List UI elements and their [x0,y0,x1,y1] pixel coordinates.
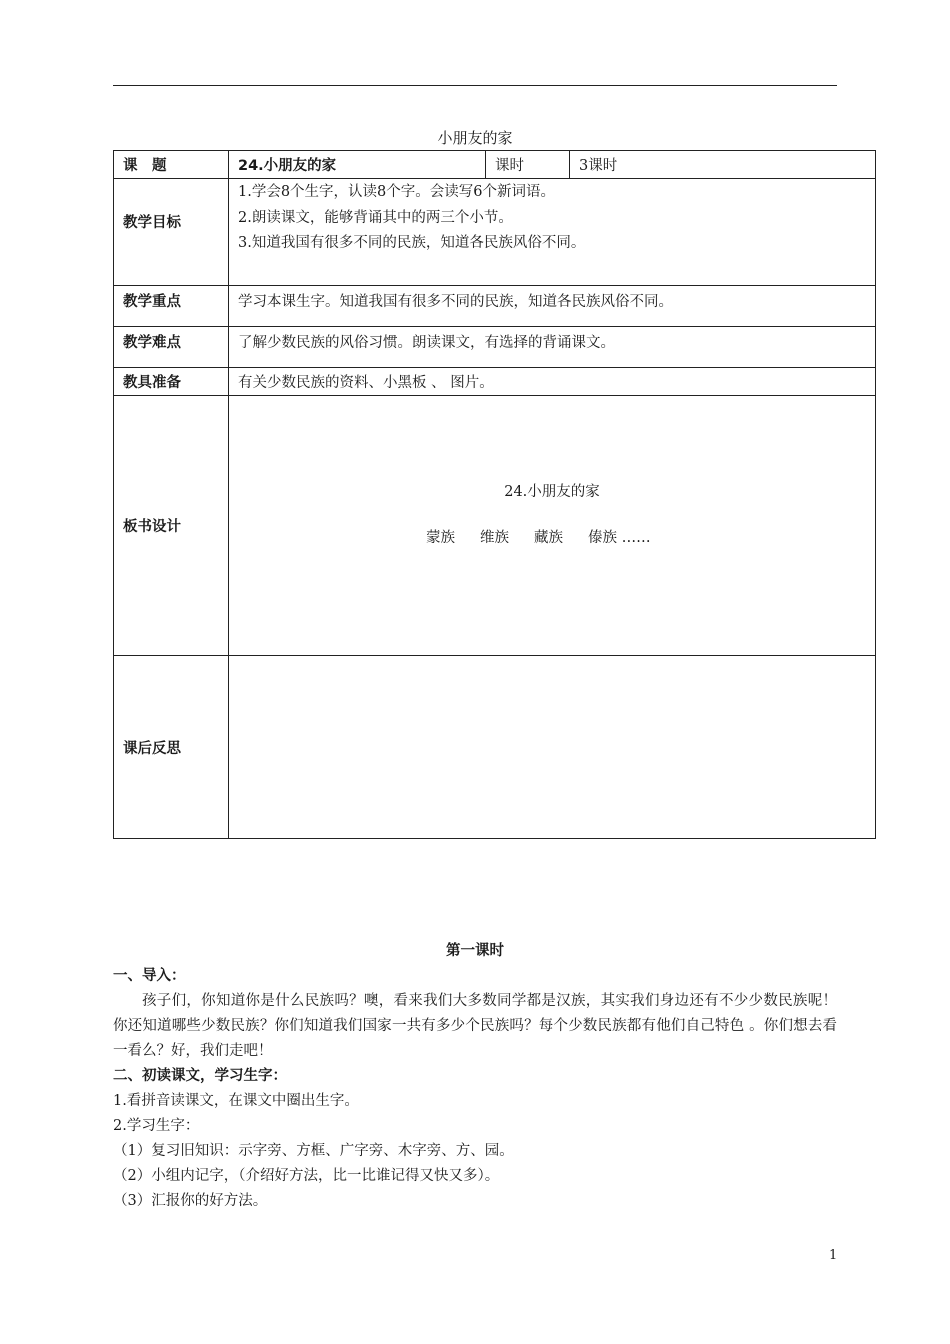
focus-row [114,286,876,327]
goals-label: 教学目标 [114,179,229,286]
reading-item: （3）汇报你的好方法。 [113,1193,268,1209]
period-value: 3课时 [570,151,876,179]
board-ethnic-list [238,526,866,547]
goals-cell [229,179,876,286]
reflection-row [114,656,876,839]
goals-row [114,179,876,286]
board-title: 24.小朋友的家 [504,484,600,500]
goal-item: 1.学会8个生字，认读8个字。会读写6个新词语。 [238,184,556,200]
page-number: 1 [829,1248,838,1263]
topic-value: 24.小朋友的家 [229,151,486,179]
reading-item: 2.学习生字： [113,1118,200,1134]
difficulty-label: 教学难点 [114,327,229,368]
intro-paragraph: 孩子们，你知道你是什么民族吗？噢，看来我们大多数同学都是汉族，其实我们身边还有不少少数民族呢！你还知道哪些少数民族？你们知道我们国家一共有多少个民族吗？每个少数民族都有他们自己特色 。你们想去看一看么？好，我们走吧！ [113,993,837,1059]
reflection-label: 课后反思 [114,656,229,839]
lesson-heading: 第一课时 [446,943,504,959]
focus-label: 教学重点 [114,286,229,327]
reflection-cell [229,656,876,839]
reading-heading: 二、初读课文，学习生字： [113,1068,287,1084]
reading-item: （1）复习旧知识：示字旁、方框、广字旁、木字旁、方、园。 [113,1143,514,1159]
board-row [114,396,876,656]
materials-label: 教具准备 [114,368,229,396]
difficulty-row [114,327,876,368]
board-ethnic-item: 蒙族 [426,530,455,546]
board-ethnic-item: 藏族 [534,530,563,546]
board-ethnic-item: 傣族 …… [588,530,651,546]
header-rule [113,85,837,86]
reading-item: （2）小组内记字，（介绍好方法，比一比谁记得又快又多）。 [113,1168,500,1184]
materials-value: 有关少数民族的资料、小黑板 、 图片。 [229,368,876,396]
goal-item: 3.知道我国有很多不同的民族，知道各民族风俗不同。 [238,235,586,251]
difficulty-value: 了解少数民族的风俗习惯。朗读课文，有选择的背诵课文。 [229,327,876,368]
lesson-section [113,939,837,1214]
board-cell [229,396,876,656]
focus-value: 学习本课生字。知道我国有很多不同的民族，知道各民族风俗不同。 [229,286,876,327]
period-label: 课时 [486,151,570,179]
lesson-plan-table [113,150,876,839]
topic-row [114,151,876,179]
topic-label: 课 题 [114,151,229,179]
goal-item: 2.朗读课文，能够背诵其中的两三个小节。 [238,209,513,226]
materials-row [114,368,876,396]
board-ethnic-item: 维族 [480,530,509,546]
intro-heading: 一、导入： [113,968,186,984]
document-title: 小朋友的家 [437,129,513,147]
reading-item: 1.看拼音读课文，在课文中圈出生字。 [113,1093,359,1109]
board-label: 板书设计 [114,396,229,656]
